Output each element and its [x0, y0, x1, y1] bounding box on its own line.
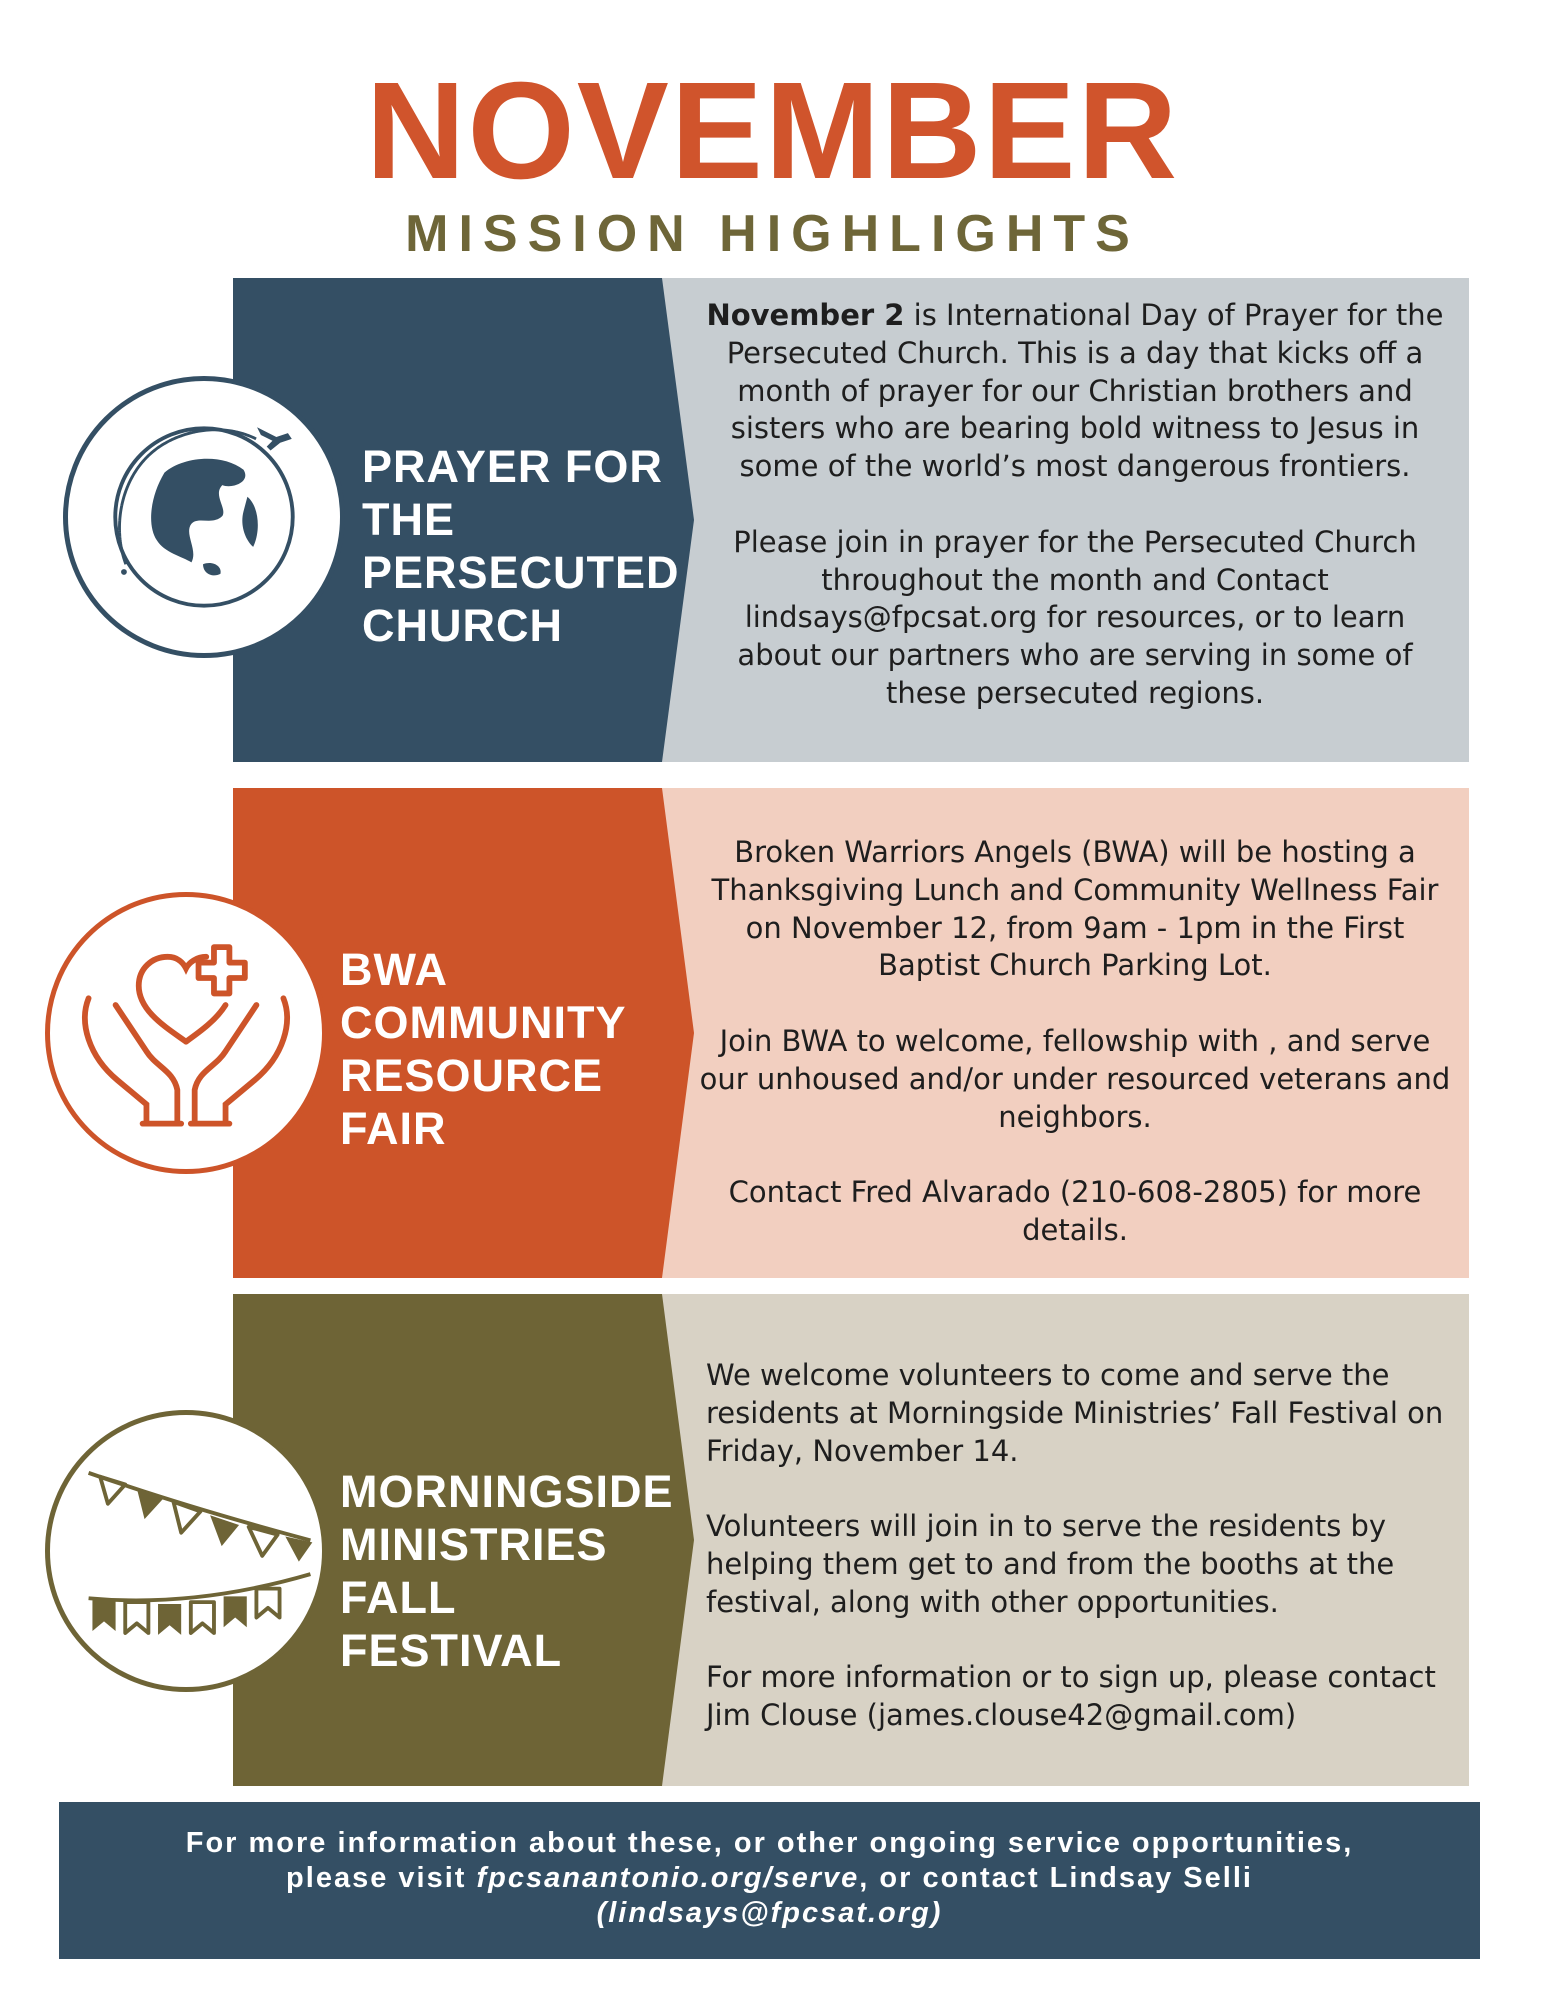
band-top-edge [590, 1294, 670, 1300]
section-description: Broken Warriors Angels (BWA) will be hosting a Thanksgiving Lunch and Community Wellness Fair on November 12, from 9am - 1pm in the First Baptist Church Parking Lot. Join BWA to welcome, fellowship with , and serve our unhoused and/or under resourced veterans and neighbors. Contact Fred Alvarado (210-608-2805) for more details. [699, 835, 1451, 1247]
section-description: We welcome volunteers to come and serve the residents at Morningside Ministries’ Fall Festival on Friday, November 14. Volunteers will join in to serve the residents by helping them get to and from the booths at the festival, along with other opportunities. For more information or to sign up, please contact Jim Clouse (james.clouse42@gmail.com) [706, 1358, 1444, 1733]
section-persecuted-church [0, 278, 1545, 762]
page-title: NOVEMBER [365, 54, 1180, 208]
footer-line: For more information about these, or other ongoing service opportunities, [185, 1827, 1354, 1859]
footer-banner [59, 1802, 1480, 1959]
footer-email[interactable]: (lindsays@fpcsat.org) [596, 1897, 943, 1929]
section-morningside-festival [0, 1294, 1545, 1786]
section-title: MORNINGSIDE MINISTRIES FALL FESTIVAL [340, 1466, 674, 1676]
bunting-flags-icon [45, 1410, 327, 1692]
hands-holding-heart-icon [45, 892, 327, 1174]
serve-link[interactable]: fpcsanantonio.org/serve [476, 1862, 860, 1894]
section-description: November 2 is International Day of Prayer for the Persecuted Church. This is a day that kicks off a month of prayer for our Christian brothers and sisters who are bearing bold witness to Jesus in some of the world’s most dangerous frontiers. Please join in prayer for the Persecuted Church throughout the month and Contact lindsays@fpcsat.org for resources, or to learn about our partners who are serving in some of these persecuted regions. [706, 298, 1444, 710]
page-subtitle: MISSION HIGHLIGHTS [405, 205, 1140, 263]
section-title: PRAYER FOR THE PERSECUTED CHURCH [362, 441, 680, 651]
section-title: BWA COMMUNITY RESOURCE FAIR [340, 944, 627, 1154]
globe-with-airplane-icon [63, 376, 345, 658]
section-bwa-resource-fair [0, 788, 1545, 1278]
footer-line: please visit fpcsanantonio.org/serve, or contact Lindsay Selli [286, 1862, 1253, 1894]
